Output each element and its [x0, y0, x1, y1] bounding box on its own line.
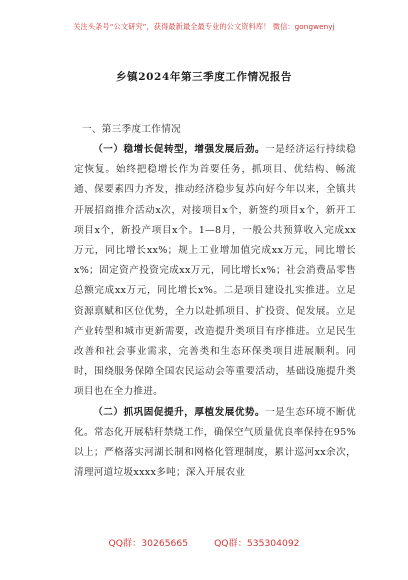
paragraph-1	[74, 140, 356, 403]
paragraph-2-body: 一是生态环境不断优化。常态化开展秸秆禁烧工作，确保空气质量优良率保持在95%以上；严格落实河湖长制和网格化管理制度，累计巡河xx余次，清理河道垃圾xxxx多吨；深入开展农业	[74, 406, 356, 479]
document-body	[74, 120, 356, 483]
document-title: 乡镇2024年第三季度工作情况报告	[116, 71, 292, 83]
footer	[0, 535, 408, 549]
top-banner[interactable]: 关注头条号“公文研究”，获得最新最全最专业的公文资料库！ 微信：gongwenyj	[73, 22, 335, 31]
paragraph-1-lead: （一）稳增长促转型，增强发展后劲。	[93, 144, 266, 155]
paragraph-1-body: 一是经济运行持续稳定恢复。始终把稳增长作为首要任务，抓项目、优结构、畅流通、保要素四力齐发，推动经济稳步复苏向好今年以来，全镇共开展招商推介活动x次，对接项目x个，新签约项目x个，新开工项目x个，新投产项目x个。1—8月，一般公共预算收入完成xx万元，同比增长xx%；规上工业增加值完成xx万元，同比增长x%；固定资产投资完成xx万元，同比增长x%；社会消费品零售总额完成xx万元，同比增长x%。二是项目建设扎实推进。立足资源禀赋和区位优势，全力以赴抓项目、扩投资、促发展。立足产业转型和城市更新需要，改造提升类项目有序推进。立足民生改善和社会事业需求，完善类和生态环保类项目进展顺利。同时，围绕服务保障全国农民运动会等重要活动，基础设施提升类项目也在全力推进。	[74, 144, 356, 398]
paragraph-2-lead: （二）抓巩固促提升，厚植发展优势。	[93, 406, 266, 418]
footer-qq-group-2[interactable]: QQ群：535304092	[214, 538, 300, 549]
footer-qq-group-1[interactable]: QQ群：30265665	[108, 538, 189, 549]
paragraph-2	[74, 403, 356, 484]
section-heading: 一、第三季度工作情况	[82, 124, 181, 135]
